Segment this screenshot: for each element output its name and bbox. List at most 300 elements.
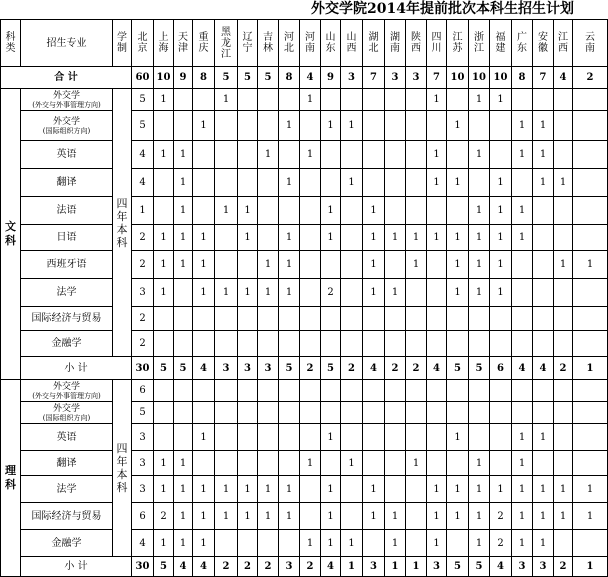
plan-value bbox=[406, 307, 427, 331]
cell-text: 黑 龙 江 bbox=[221, 26, 231, 60]
plan-value: 1 bbox=[427, 141, 447, 169]
plan-value: 2 bbox=[154, 503, 174, 530]
plan-value bbox=[154, 424, 174, 451]
plan-value bbox=[300, 169, 321, 197]
plan-value bbox=[154, 111, 174, 141]
subtotal-value: 2 bbox=[300, 557, 321, 577]
subtotal-value: 30 bbox=[132, 357, 154, 380]
plan-value bbox=[406, 279, 427, 307]
subtotal-value: 4 bbox=[512, 357, 533, 380]
plan-value bbox=[238, 451, 258, 476]
plan-value: 1 bbox=[512, 141, 533, 169]
plan-value bbox=[279, 141, 300, 169]
cell-text: 河 北 bbox=[284, 32, 294, 54]
plan-value: 1 bbox=[427, 503, 447, 530]
plan-value bbox=[533, 451, 554, 476]
subtotal-value: 5 bbox=[469, 557, 490, 577]
plan-value bbox=[469, 307, 490, 331]
subtotal-value: 30 bbox=[132, 557, 154, 577]
total-value: 8 bbox=[279, 67, 300, 89]
plan-value bbox=[258, 402, 279, 424]
plan-value bbox=[573, 111, 608, 141]
plan-value bbox=[573, 279, 608, 307]
plan-value: 1 bbox=[406, 451, 427, 476]
plan-value bbox=[238, 111, 258, 141]
header-province bbox=[573, 20, 608, 67]
plan-value: 1 bbox=[238, 197, 258, 225]
plan-value: 1 bbox=[447, 251, 469, 279]
enrollment-plan-table bbox=[0, 19, 608, 577]
plan-value bbox=[238, 424, 258, 451]
plan-value: 1 bbox=[469, 89, 490, 111]
cell-text: 山 西 bbox=[346, 32, 357, 54]
major-cell: 法学 bbox=[21, 476, 113, 503]
plan-value: 1 bbox=[215, 503, 238, 530]
section-category bbox=[1, 89, 21, 380]
header-province bbox=[447, 20, 469, 67]
total-value: 60 bbox=[132, 67, 154, 89]
header-province bbox=[238, 20, 258, 67]
plan-value: 1 bbox=[321, 476, 341, 503]
plan-value bbox=[427, 424, 447, 451]
plan-value bbox=[174, 307, 193, 331]
plan-value bbox=[363, 89, 385, 111]
plan-value: 1 bbox=[469, 503, 490, 530]
plan-value bbox=[193, 89, 215, 111]
plan-value: 1 bbox=[300, 89, 321, 111]
plan-value bbox=[406, 402, 427, 424]
plan-value: 2 bbox=[321, 279, 341, 307]
plan-value bbox=[300, 402, 321, 424]
plan-value bbox=[258, 424, 279, 451]
plan-value: 6 bbox=[132, 503, 154, 530]
plan-value: 1 bbox=[193, 530, 215, 557]
subtotal-value: 1 bbox=[573, 557, 608, 577]
subtotal-value: 4 bbox=[533, 357, 554, 380]
plan-value: 1 bbox=[469, 197, 490, 225]
plan-value: 1 bbox=[174, 251, 193, 279]
subtotal-value: 4 bbox=[193, 557, 215, 577]
plan-value bbox=[385, 451, 406, 476]
plan-value bbox=[215, 251, 238, 279]
header-province bbox=[174, 20, 193, 67]
plan-value bbox=[341, 307, 363, 331]
header-province bbox=[193, 20, 215, 67]
plan-value: 1 bbox=[554, 251, 573, 279]
plan-value: 1 bbox=[363, 476, 385, 503]
plan-value: 1 bbox=[363, 225, 385, 251]
plan-value bbox=[215, 451, 238, 476]
plan-value bbox=[406, 141, 427, 169]
plan-value bbox=[363, 169, 385, 197]
header-province bbox=[258, 20, 279, 67]
plan-value bbox=[490, 451, 512, 476]
header-province bbox=[406, 20, 427, 67]
plan-value bbox=[554, 225, 573, 251]
plan-value bbox=[554, 141, 573, 169]
plan-value bbox=[406, 89, 427, 111]
plan-value bbox=[447, 402, 469, 424]
plan-value: 1 bbox=[385, 503, 406, 530]
plan-value: 1 bbox=[469, 225, 490, 251]
total-value: 3 bbox=[385, 67, 406, 89]
plan-value bbox=[321, 169, 341, 197]
plan-value: 2 bbox=[490, 530, 512, 557]
subtotal-value: 5 bbox=[469, 357, 490, 380]
plan-value bbox=[469, 402, 490, 424]
cell-text: 安 徽 bbox=[538, 32, 548, 54]
plan-value bbox=[258, 111, 279, 141]
major-name: 外交学 bbox=[52, 116, 80, 127]
page-title: 外交学院2014年提前批次本科生招生计划 bbox=[311, 1, 574, 17]
plan-value bbox=[554, 279, 573, 307]
plan-value: 1 bbox=[279, 225, 300, 251]
plan-value bbox=[427, 402, 447, 424]
plan-value bbox=[406, 169, 427, 197]
plan-value bbox=[363, 111, 385, 141]
plan-value bbox=[447, 331, 469, 357]
plan-value bbox=[427, 279, 447, 307]
total-value: 7 bbox=[533, 67, 554, 89]
major-cell: 翻译 bbox=[21, 169, 113, 197]
plan-value bbox=[321, 251, 341, 279]
plan-value bbox=[554, 530, 573, 557]
cell-text: 四 川 bbox=[431, 32, 442, 54]
plan-value bbox=[385, 476, 406, 503]
total-value: 10 bbox=[447, 67, 469, 89]
plan-value bbox=[238, 402, 258, 424]
plan-value bbox=[193, 307, 215, 331]
plan-value bbox=[512, 251, 533, 279]
plan-value bbox=[341, 89, 363, 111]
plan-value: 1 bbox=[512, 530, 533, 557]
plan-value: 1 bbox=[154, 225, 174, 251]
plan-value: 1 bbox=[427, 225, 447, 251]
plan-value: 1 bbox=[427, 476, 447, 503]
plan-value: 1 bbox=[341, 169, 363, 197]
plan-value: 1 bbox=[154, 530, 174, 557]
plan-value bbox=[300, 503, 321, 530]
plan-value: 1 bbox=[406, 251, 427, 279]
subtotal-value: 3 bbox=[512, 557, 533, 577]
plan-value bbox=[469, 424, 490, 451]
plan-value bbox=[193, 451, 215, 476]
plan-value: 1 bbox=[258, 503, 279, 530]
plan-value: 1 bbox=[341, 111, 363, 141]
plan-value: 1 bbox=[174, 530, 193, 557]
plan-value: 1 bbox=[512, 503, 533, 530]
subtotal-value: 4 bbox=[174, 557, 193, 577]
plan-value: 1 bbox=[238, 279, 258, 307]
plan-value: 1 bbox=[490, 476, 512, 503]
plan-value bbox=[300, 424, 321, 451]
plan-value: 1 bbox=[193, 251, 215, 279]
major-cell: 法学 bbox=[21, 279, 113, 307]
plan-value bbox=[469, 331, 490, 357]
total-value: 10 bbox=[490, 67, 512, 89]
plan-value bbox=[573, 169, 608, 197]
subtotal-value: 4 bbox=[363, 357, 385, 380]
header-province bbox=[321, 20, 341, 67]
major-cell bbox=[21, 111, 113, 141]
total-value: 8 bbox=[512, 67, 533, 89]
plan-value: 1 bbox=[427, 89, 447, 111]
plan-value bbox=[279, 402, 300, 424]
plan-value: 1 bbox=[321, 225, 341, 251]
plan-value: 1 bbox=[300, 530, 321, 557]
plan-value bbox=[554, 197, 573, 225]
subtotal-value: 2 bbox=[406, 357, 427, 380]
plan-value: 1 bbox=[193, 225, 215, 251]
plan-value bbox=[385, 424, 406, 451]
header-province bbox=[533, 20, 554, 67]
plan-value bbox=[215, 307, 238, 331]
plan-value: 1 bbox=[512, 197, 533, 225]
plan-value: 1 bbox=[300, 451, 321, 476]
plan-value bbox=[427, 251, 447, 279]
plan-value: 1 bbox=[215, 197, 238, 225]
total-value: 5 bbox=[258, 67, 279, 89]
plan-value: 4 bbox=[132, 169, 154, 197]
plan-value bbox=[533, 225, 554, 251]
plan-value bbox=[193, 141, 215, 169]
plan-value bbox=[469, 380, 490, 402]
plan-value bbox=[490, 111, 512, 141]
subtotal-value: 2 bbox=[341, 357, 363, 380]
plan-value bbox=[512, 307, 533, 331]
plan-value: 1 bbox=[573, 503, 608, 530]
plan-value: 1 bbox=[363, 251, 385, 279]
major-cell: 西班牙语 bbox=[21, 251, 113, 279]
plan-value: 2 bbox=[132, 251, 154, 279]
subtotal-value: 3 bbox=[533, 557, 554, 577]
plan-value: 1 bbox=[469, 251, 490, 279]
major-cell: 国际经济与贸易 bbox=[21, 307, 113, 331]
subtotal-value: 1 bbox=[385, 557, 406, 577]
plan-value bbox=[279, 451, 300, 476]
plan-value bbox=[215, 424, 238, 451]
header-province bbox=[341, 20, 363, 67]
plan-value bbox=[341, 424, 363, 451]
plan-value bbox=[215, 225, 238, 251]
plan-value bbox=[385, 331, 406, 357]
plan-value bbox=[490, 424, 512, 451]
plan-value: 1 bbox=[321, 111, 341, 141]
plan-value bbox=[406, 197, 427, 225]
plan-value bbox=[447, 307, 469, 331]
plan-value bbox=[533, 307, 554, 331]
total-value: 7 bbox=[363, 67, 385, 89]
plan-value bbox=[554, 89, 573, 111]
cell-text: 文 科 bbox=[5, 220, 16, 247]
plan-value bbox=[154, 169, 174, 197]
subtotal-label: 小 计 bbox=[21, 357, 132, 380]
major-note: (国际组织方向) bbox=[42, 126, 91, 135]
plan-value: 1 bbox=[258, 141, 279, 169]
subtotal-value: 3 bbox=[427, 557, 447, 577]
subtotal-value: 5 bbox=[279, 357, 300, 380]
subtotal-value: 2 bbox=[554, 557, 573, 577]
plan-value bbox=[238, 251, 258, 279]
plan-value bbox=[215, 380, 238, 402]
plan-value bbox=[321, 307, 341, 331]
plan-value bbox=[533, 331, 554, 357]
plan-value bbox=[321, 451, 341, 476]
major-note: (国际组织方向) bbox=[42, 413, 91, 422]
plan-value: 1 bbox=[512, 111, 533, 141]
plan-value bbox=[321, 331, 341, 357]
cell-text: 广 东 bbox=[517, 32, 527, 54]
plan-value bbox=[385, 169, 406, 197]
plan-value bbox=[300, 225, 321, 251]
plan-value bbox=[238, 169, 258, 197]
major-name: 外交学 bbox=[52, 403, 80, 414]
plan-value: 1 bbox=[573, 476, 608, 503]
plan-value bbox=[406, 111, 427, 141]
plan-value bbox=[300, 111, 321, 141]
plan-value bbox=[154, 197, 174, 225]
subtotal-value: 4 bbox=[427, 357, 447, 380]
plan-value bbox=[174, 402, 193, 424]
plan-value bbox=[238, 530, 258, 557]
major-cell bbox=[21, 380, 113, 402]
plan-value: 1 bbox=[132, 197, 154, 225]
plan-value: 1 bbox=[300, 141, 321, 169]
plan-value: 1 bbox=[447, 279, 469, 307]
plan-value: 1 bbox=[447, 476, 469, 503]
plan-value: 1 bbox=[385, 225, 406, 251]
plan-value bbox=[279, 197, 300, 225]
plan-value bbox=[427, 380, 447, 402]
major-cell: 英语 bbox=[21, 141, 113, 169]
total-label: 合 计 bbox=[1, 67, 132, 89]
plan-value: 1 bbox=[321, 530, 341, 557]
cell-text: 上 海 bbox=[158, 32, 169, 54]
plan-value: 1 bbox=[469, 279, 490, 307]
plan-value bbox=[154, 331, 174, 357]
cell-text: 河 南 bbox=[305, 32, 315, 54]
section-system bbox=[113, 380, 132, 557]
header-province bbox=[427, 20, 447, 67]
plan-value: 1 bbox=[554, 169, 573, 197]
plan-value bbox=[573, 331, 608, 357]
plan-value bbox=[533, 89, 554, 111]
subtotal-value: 4 bbox=[321, 557, 341, 577]
plan-value: 1 bbox=[469, 530, 490, 557]
plan-value: 1 bbox=[154, 141, 174, 169]
plan-value: 1 bbox=[321, 197, 341, 225]
plan-value bbox=[300, 197, 321, 225]
plan-value bbox=[300, 380, 321, 402]
plan-value bbox=[341, 476, 363, 503]
plan-value bbox=[321, 141, 341, 169]
plan-value bbox=[447, 380, 469, 402]
plan-value bbox=[512, 331, 533, 357]
plan-value bbox=[447, 197, 469, 225]
header-province bbox=[279, 20, 300, 67]
plan-value bbox=[341, 402, 363, 424]
plan-value bbox=[554, 380, 573, 402]
cell-text: 陕 西 bbox=[411, 32, 421, 54]
plan-value bbox=[533, 279, 554, 307]
plan-value bbox=[573, 380, 608, 402]
plan-value bbox=[215, 530, 238, 557]
plan-value bbox=[469, 169, 490, 197]
plan-value: 1 bbox=[341, 530, 363, 557]
major-cell bbox=[21, 89, 113, 111]
plan-value bbox=[279, 89, 300, 111]
major-cell: 英语 bbox=[21, 424, 113, 451]
plan-value bbox=[258, 380, 279, 402]
plan-value: 1 bbox=[447, 225, 469, 251]
plan-value bbox=[406, 503, 427, 530]
total-value: 10 bbox=[154, 67, 174, 89]
plan-value: 1 bbox=[533, 530, 554, 557]
total-value: 7 bbox=[427, 67, 447, 89]
plan-value bbox=[554, 451, 573, 476]
plan-value bbox=[193, 331, 215, 357]
cell-text: 四 年 本 科 bbox=[116, 442, 128, 494]
total-value: 10 bbox=[469, 67, 490, 89]
major-cell: 日语 bbox=[21, 225, 113, 251]
plan-value bbox=[341, 331, 363, 357]
cell-text: 吉 林 bbox=[263, 32, 273, 54]
plan-value: 1 bbox=[321, 503, 341, 530]
cell-text: 云 南 bbox=[585, 32, 595, 54]
subtotal-value: 2 bbox=[385, 357, 406, 380]
header-category bbox=[1, 20, 21, 67]
header-province bbox=[490, 20, 512, 67]
subtotal-value: 3 bbox=[363, 557, 385, 577]
subtotal-value: 1 bbox=[573, 357, 608, 380]
plan-value: 1 bbox=[363, 279, 385, 307]
plan-value: 1 bbox=[427, 530, 447, 557]
plan-value: 1 bbox=[279, 503, 300, 530]
major-cell: 翻译 bbox=[21, 451, 113, 476]
subtotal-value: 5 bbox=[154, 357, 174, 380]
plan-value bbox=[573, 451, 608, 476]
plan-value bbox=[406, 380, 427, 402]
plan-value bbox=[512, 380, 533, 402]
plan-value bbox=[554, 402, 573, 424]
plan-value: 1 bbox=[447, 424, 469, 451]
plan-value: 1 bbox=[490, 89, 512, 111]
plan-value: 1 bbox=[341, 451, 363, 476]
header-system bbox=[113, 20, 132, 67]
header-province bbox=[300, 20, 321, 67]
header-province bbox=[132, 20, 154, 67]
plan-value: 1 bbox=[469, 451, 490, 476]
plan-value: 1 bbox=[427, 169, 447, 197]
cell-text: 江 西 bbox=[558, 32, 568, 54]
plan-value bbox=[427, 331, 447, 357]
plan-value: 5 bbox=[132, 89, 154, 111]
plan-value: 1 bbox=[238, 476, 258, 503]
subtotal-label: 小 计 bbox=[21, 557, 132, 577]
major-cell: 法语 bbox=[21, 197, 113, 225]
plan-value bbox=[447, 530, 469, 557]
plan-value: 1 bbox=[154, 451, 174, 476]
total-value: 8 bbox=[193, 67, 215, 89]
cell-text: 科 类 bbox=[5, 32, 16, 54]
plan-value bbox=[341, 225, 363, 251]
plan-value: 4 bbox=[132, 141, 154, 169]
plan-value bbox=[258, 451, 279, 476]
plan-value bbox=[154, 307, 174, 331]
plan-value bbox=[363, 451, 385, 476]
plan-value: 1 bbox=[469, 476, 490, 503]
plan-value bbox=[300, 279, 321, 307]
